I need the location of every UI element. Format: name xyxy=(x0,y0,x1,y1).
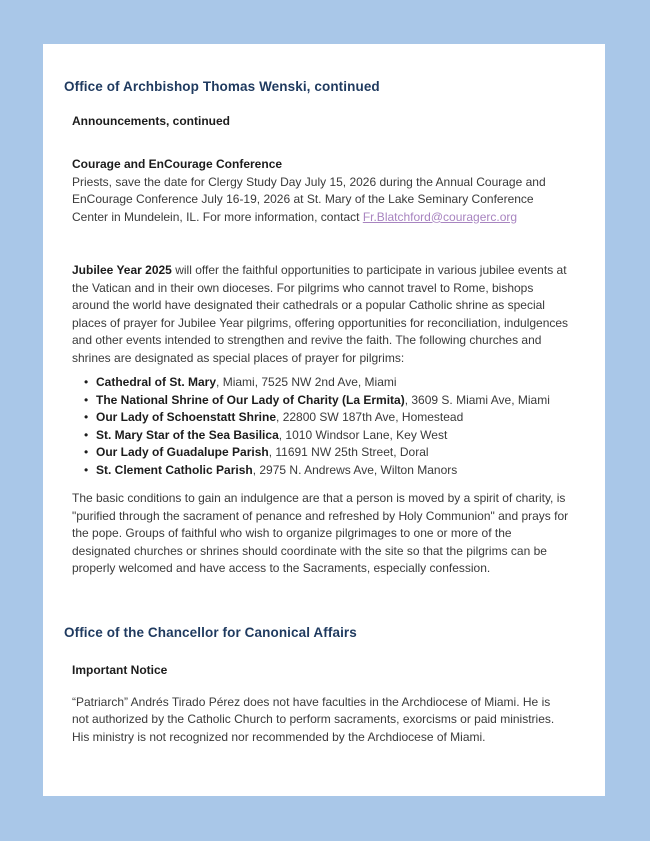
list-item: • Our Lady of Guadalupe Parish, 11691 NW 25th Street, Doral xyxy=(96,444,569,462)
section-heading-archbishop: Office of Archbishop Thomas Wenski, continued xyxy=(64,79,380,94)
important-notice-body: “Patriarch” Andrés Tirado Pérez does not have faculties in the Archdiocese of Miami. He is not authorized by the Catholic Church to perform sacraments, exorcisms or paid ministries. His ministry is not recognized nor recommended by the Archdiocese of Miami. xyxy=(72,694,555,744)
announcements-subheading: Announcements, continued xyxy=(72,114,231,128)
indulgence-conditions-paragraph: The basic conditions to gain an indulgence are that a person is moved by a spirit of charity, is "purified through the sacrament of penance and refreshed by Holy Communion" and prays for the pope. Groups of faithful who wish to organize pilgrimages to one or more of the designated churches or shrines should coordinate with the site so that the pilgrims can be properly welcomed and have access to the Sacraments, especially confession. xyxy=(72,491,569,575)
jubilee-lead-bold: Jubilee Year 2025 xyxy=(72,263,172,277)
announcement-body-text: Priests, save the date for Clergy Study Day July 15, 2026 during the Annual Courage and EnCourage Conference July 16-19, 2026 at St. Mary of the Lake Seminary Conference Center in Mundelein, IL. For more information, contact xyxy=(72,174,546,224)
list-item: • Cathedral of St. Mary, Miami, 7525 NW 2nd Ave, Miami xyxy=(96,374,569,392)
section-heading-chancellor: Office of the Chancellor for Canonical Affairs xyxy=(64,624,357,640)
announcement-title: Courage and EnCourage Conference xyxy=(72,157,283,171)
document-page xyxy=(43,44,605,796)
email-link[interactable]: Fr.Blatchford@couragerc.org xyxy=(362,209,518,224)
pilgrimage-sites-list xyxy=(72,374,569,479)
archbishop-section xyxy=(64,114,577,578)
list-item: • St. Clement Catholic Parish, 2975 N. Andrews Ave, Wilton Manors xyxy=(96,462,569,480)
list-item: • The National Shrine of Our Lady of Charity (La Ermita), 3609 S. Miami Ave, Miami xyxy=(96,392,569,410)
announcement-jubilee xyxy=(72,262,569,578)
announcement-body xyxy=(72,174,569,227)
important-notice-title: Important Notice xyxy=(72,662,168,677)
chancellor-section xyxy=(64,663,577,747)
list-item: • Our Lady of Schoenstatt Shrine, 22800 SW 187th Ave, Homestead xyxy=(96,409,569,427)
jubilee-paragraph-text: will offer the faithful opportunities to participate in various jubilee events at the Vatican and in their own dioceses. For pilgrims who cannot travel to Rome, bishops around the world have designated their cathedrals or a popular Catholic shrine as special places of prayer for Jubilee Year pilgrims, offering opportunities for reconciliation, indulgences and other events intended to strengthen and revive the faith. The following churches and shrines are designated as special places of prayer for pilgrims: xyxy=(72,263,569,365)
list-item: • St. Mary Star of the Sea Basilica, 1010 Windsor Lane, Key West xyxy=(96,427,569,445)
jubilee-paragraph xyxy=(72,262,569,367)
announcement-courage xyxy=(72,156,569,226)
